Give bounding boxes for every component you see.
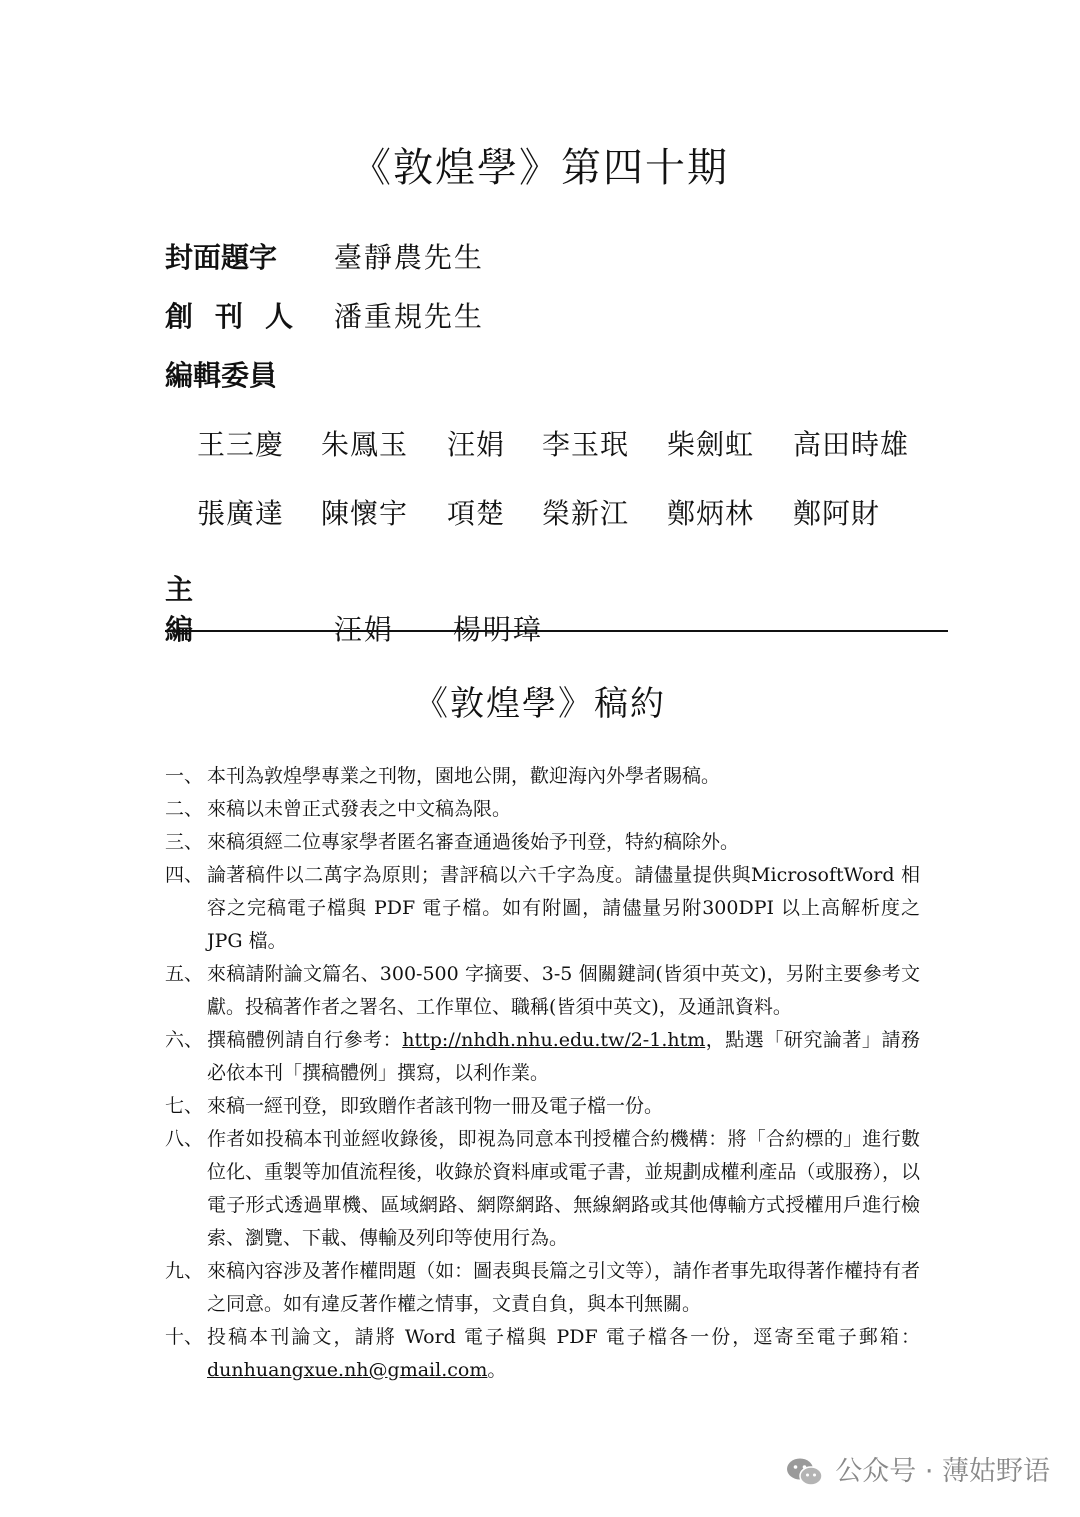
editor-name: 鄭炳林 bbox=[667, 497, 755, 530]
guideline-item bbox=[165, 1321, 920, 1387]
editor-name: 柴劍虹 bbox=[667, 428, 755, 461]
guideline-number: 九、 bbox=[165, 1260, 204, 1282]
guideline-number: 二、 bbox=[165, 798, 204, 820]
guideline-item bbox=[165, 826, 920, 859]
editor-name: 朱鳳玉 bbox=[321, 428, 409, 461]
editor-name: 張廣達 bbox=[197, 497, 285, 530]
guideline-item bbox=[165, 760, 920, 793]
editor-name: 李玉珉 bbox=[542, 428, 630, 461]
guideline-item bbox=[165, 1090, 920, 1123]
editors-row bbox=[165, 356, 325, 396]
editor-name: 鄭阿財 bbox=[793, 497, 881, 530]
cover-calligraphy-value: 臺靜農先生 bbox=[333, 241, 484, 274]
guideline-item bbox=[165, 859, 920, 958]
founder-value: 潘重規先生 bbox=[333, 300, 484, 333]
style-guide-link[interactable]: http://nhdh.nhu.edu.tw/2-1.htm bbox=[402, 1029, 706, 1051]
wechat-watermark bbox=[785, 1452, 1050, 1492]
guideline-text-part: 投稿本刊論文，請將 Word 電子檔與 PDF 電子檔各一份，逕寄至電子郵箱： bbox=[207, 1326, 920, 1348]
guideline-text-part: 撰稿體例請自行參考： bbox=[207, 1029, 403, 1051]
guideline-text: 來稿須經二位專家學者匿名審查通過後始予刊登，特約稿除外。 bbox=[207, 831, 740, 853]
chief-editor-name: 楊明璋 bbox=[452, 613, 543, 646]
guideline-item bbox=[165, 793, 920, 826]
editor-name: 王三慶 bbox=[197, 428, 285, 461]
guideline-item bbox=[165, 1123, 920, 1255]
guideline-number: 六、 bbox=[165, 1029, 204, 1051]
guideline-text: 來稿一經刊登，即致贈作者該刊物一冊及電子檔一份。 bbox=[207, 1095, 664, 1117]
editor-name: 陳懷宇 bbox=[321, 497, 409, 530]
guideline-text-part: ，點選「研究論著」請務必依本刊「撰稿體例」撰寫，以利作業。 bbox=[207, 1029, 920, 1084]
chief-editor-label: 主編 bbox=[165, 573, 256, 646]
cover-calligraphy-row bbox=[165, 238, 484, 278]
watermark-text: 公众号 · 薄姑野语 bbox=[835, 1456, 1050, 1487]
guidelines-list bbox=[165, 760, 920, 1387]
chief-editor-name: 汪娟 bbox=[333, 613, 394, 646]
editor-name: 項楚 bbox=[447, 497, 506, 530]
editor-name: 高田時雄 bbox=[793, 428, 910, 461]
founder-label: 創刊人 bbox=[165, 300, 316, 333]
guideline-number: 四、 bbox=[165, 864, 204, 886]
guideline-text: 來稿請附論文篇名、300-500 字摘要、3-5 個關鍵詞(皆須中英文)，另附主要參考文獻。投稿著作者之署名、工作單位、職稱(皆須中英文)，及通訊資料。 bbox=[207, 963, 920, 1018]
guideline-text bbox=[207, 1024, 920, 1090]
editor-name: 汪娟 bbox=[447, 428, 506, 461]
cover-calligraphy-label: 封面題字 bbox=[165, 241, 278, 274]
guideline-text: 來稿以未曾正式發表之中文稿為限。 bbox=[207, 798, 512, 820]
guideline-number: 十、 bbox=[165, 1326, 204, 1348]
guideline-item bbox=[165, 1024, 920, 1090]
editor-name: 榮新江 bbox=[542, 497, 630, 530]
chief-editor-row bbox=[165, 570, 543, 646]
guideline-number: 八、 bbox=[165, 1128, 204, 1150]
submission-email-link[interactable]: dunhuangxue.nh@gmail.com bbox=[207, 1359, 488, 1381]
guideline-item bbox=[165, 958, 920, 1024]
guideline-text: 本刊為敦煌學專業之刊物，園地公開，歡迎海內外學者賜稿。 bbox=[207, 765, 721, 787]
founder-row bbox=[165, 297, 484, 337]
guideline-text: 作者如投稿本刊並經收錄後，即視為同意本刊授權合約機構：將「合約標的」進行數位化、重製等加值流程後，收錄於資料庫或電子書，並規劃成權利產品（或服務），以電子形式透過單機、區域網路、網際網路、無線網路或其他傳輸方式授權用戶進行檢索、瀏覽、下載、傳輸及列印等使用行為。 bbox=[207, 1128, 920, 1249]
page-title: 《敦煌學》第四十期 bbox=[351, 145, 729, 191]
guideline-text bbox=[207, 1321, 920, 1387]
guideline-number: 五、 bbox=[165, 963, 204, 985]
editors-label: 編輯委員 bbox=[165, 359, 278, 392]
guidelines-title: 《敦煌學》稿約 bbox=[414, 684, 666, 724]
section-divider bbox=[165, 630, 948, 632]
guideline-number: 七、 bbox=[165, 1095, 204, 1117]
guideline-text: 論著稿件以二萬字為原則；書評稿以六千字為度。請儘量提供與MicrosoftWord 相容之完稿電子檔與 PDF 電子檔。如有附圖，請儘量另附300DPI 以上高解析度之 JPG 檔。 bbox=[207, 864, 920, 952]
guideline-number: 三、 bbox=[165, 831, 204, 853]
guideline-text: 來稿內容涉及著作權問題（如：圖表與長篇之引文等），請作者事先取得著作權持有者之同意。如有違反著作權之情事，文責自負，與本刊無關。 bbox=[207, 1260, 920, 1315]
wechat-icon bbox=[785, 1456, 825, 1488]
guideline-text-part: 。 bbox=[487, 1359, 507, 1381]
guideline-number: 一、 bbox=[165, 765, 204, 787]
guideline-item bbox=[165, 1255, 920, 1321]
